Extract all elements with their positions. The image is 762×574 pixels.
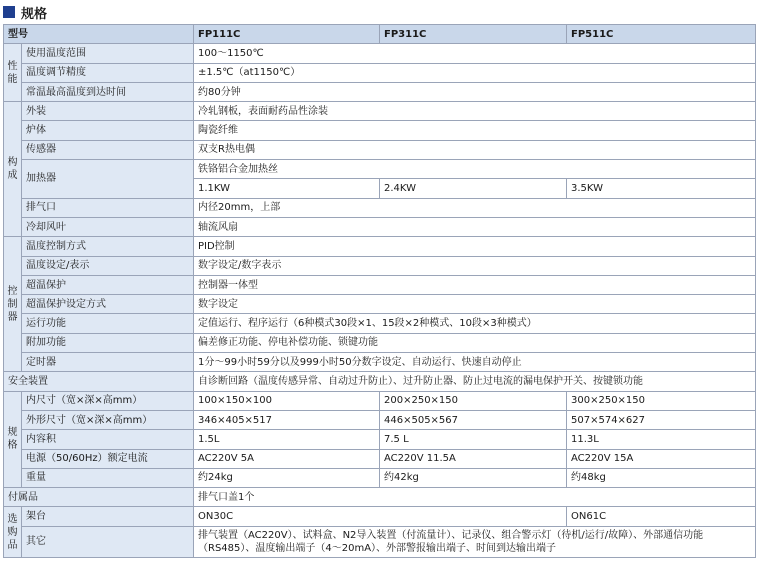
row-label: 传感器 [22, 140, 194, 159]
row-label: 运行功能 [22, 314, 194, 333]
row-label: 超温保护设定方式 [22, 295, 194, 314]
weight-fp511c: 约48kg [567, 468, 756, 487]
heater-power-fp111c: 1.1KW [194, 179, 380, 198]
row-value: 内径20mm，上部 [194, 198, 756, 217]
row-value: 铁铬铝合金加热丝 [194, 160, 756, 179]
table-row [4, 140, 756, 159]
row-label: 安全装置 [4, 372, 194, 391]
outer-size-fp311c: 446×505×567 [380, 410, 567, 429]
row-label: 内尺寸（宽×深×高mm） [22, 391, 194, 410]
header-fp311c: FP311C [380, 25, 567, 44]
row-label: 炉体 [22, 121, 194, 140]
row-label: 重量 [22, 468, 194, 487]
section-title-text: 规格 [21, 6, 48, 22]
group-structure: 构成 [4, 102, 22, 237]
volume-fp111c: 1.5L [194, 430, 380, 449]
table-row [4, 275, 756, 294]
table-header-row [4, 25, 756, 44]
header-fp511c: FP511C [567, 25, 756, 44]
row-label: 温度调节精度 [22, 63, 194, 82]
table-row [4, 217, 756, 236]
row-label: 外装 [22, 102, 194, 121]
volume-fp511c: 11.3L [567, 430, 756, 449]
row-value: 陶瓷纤维 [194, 121, 756, 140]
row-value: 1分～99小时59分以及999小时50分数字设定、自动运行、快速自动停止 [194, 353, 756, 372]
row-label: 内容积 [22, 430, 194, 449]
table-row [4, 198, 756, 217]
row-value: 冷轧钢板，表面耐药品性涂装 [194, 102, 756, 121]
row-label: 外形尺寸（宽×深×高mm） [22, 410, 194, 429]
row-label: 架台 [22, 507, 194, 526]
row-value: 100～1150℃ [194, 44, 756, 63]
inner-size-fp111c: 100×150×100 [194, 391, 380, 410]
heater-power-fp511c: 3.5KW [567, 179, 756, 198]
row-value: 约80分钟 [194, 82, 756, 101]
group-spec: 规格 [4, 391, 22, 487]
row-value: 控制器一体型 [194, 275, 756, 294]
table-row [4, 44, 756, 63]
row-value: 数字设定/数字表示 [194, 256, 756, 275]
header-model: 型号 [4, 25, 194, 44]
table-row [4, 353, 756, 372]
table-row [4, 314, 756, 333]
table-row [4, 63, 756, 82]
row-label: 付属品 [4, 488, 194, 507]
row-label: 其它 [22, 526, 194, 557]
table-row [4, 507, 756, 526]
table-row [4, 449, 756, 468]
row-label: 附加功能 [22, 333, 194, 352]
group-options: 选购品 [4, 507, 22, 557]
section-title [3, 1, 47, 23]
table-row [4, 391, 756, 410]
table-row [4, 295, 756, 314]
table-row [4, 121, 756, 140]
inner-size-fp511c: 300×250×150 [567, 391, 756, 410]
row-label: 温度设定/表示 [22, 256, 194, 275]
row-label: 电源（50/60Hz）额定电流 [22, 449, 194, 468]
table-row [4, 82, 756, 101]
outer-size-fp111c: 346×405×517 [194, 410, 380, 429]
stand-fp111c-fp311c: ON30C [194, 507, 567, 526]
table-row [4, 430, 756, 449]
group-controller: 控制器 [4, 237, 22, 372]
weight-fp111c: 约24kg [194, 468, 380, 487]
row-label: 定时器 [22, 353, 194, 372]
weight-fp311c: 约42kg [380, 468, 567, 487]
row-value: ±1.5℃（at1150℃） [194, 63, 756, 82]
row-label: 冷却风叶 [22, 217, 194, 236]
inner-size-fp311c: 200×250×150 [380, 391, 567, 410]
table-row [4, 160, 756, 179]
table-row [4, 410, 756, 429]
row-value: PID控制 [194, 237, 756, 256]
table-row [4, 468, 756, 487]
row-label: 温度控制方式 [22, 237, 194, 256]
row-value: 自诊断回路（温度传感异常、自动过升防止）、过升防止器、防止过电流的漏电保护开关、按键锁功能 [194, 372, 756, 391]
row-label: 使用温度范围 [22, 44, 194, 63]
table-row [4, 372, 756, 391]
row-label: 加热器 [22, 160, 194, 199]
table-row [4, 102, 756, 121]
row-value: 偏差修正功能、停电补偿功能、锁键功能 [194, 333, 756, 352]
table-row [4, 256, 756, 275]
row-label: 常温最高温度到达时间 [22, 82, 194, 101]
header-fp111c: FP111C [194, 25, 380, 44]
power-fp511c: AC220V 15A [567, 449, 756, 468]
table-row [4, 333, 756, 352]
row-value: 定值运行、程序运行（6种模式30段×1、15段×2种模式、10段×3种模式） [194, 314, 756, 333]
row-value: 轴流风扇 [194, 217, 756, 236]
volume-fp311c: 7.5 L [380, 430, 567, 449]
outer-size-fp511c: 507×574×627 [567, 410, 756, 429]
table-row [4, 237, 756, 256]
heater-power-fp311c: 2.4KW [380, 179, 567, 198]
spec-table [3, 24, 756, 558]
group-performance: 性能 [4, 44, 22, 102]
power-fp111c: AC220V 5A [194, 449, 380, 468]
row-label: 超温保护 [22, 275, 194, 294]
stand-fp511c: ON61C [567, 507, 756, 526]
row-value: 排气口盖1个 [194, 488, 756, 507]
title-square-icon [3, 6, 15, 18]
row-value: 排气装置（AC220V）、试料盒、N2导入装置（付流量计）、记录仪、组合警示灯（待机/运行/故障）、外部通信功能（RS485）、温度输出端子（4～20mA）、外部警报输出端子、时间到达输出端子 [194, 526, 756, 557]
table-row [4, 526, 756, 557]
power-fp311c: AC220V 11.5A [380, 449, 567, 468]
row-value: 数字设定 [194, 295, 756, 314]
table-row [4, 488, 756, 507]
row-value: 双支R热电偶 [194, 140, 756, 159]
row-label: 排气口 [22, 198, 194, 217]
